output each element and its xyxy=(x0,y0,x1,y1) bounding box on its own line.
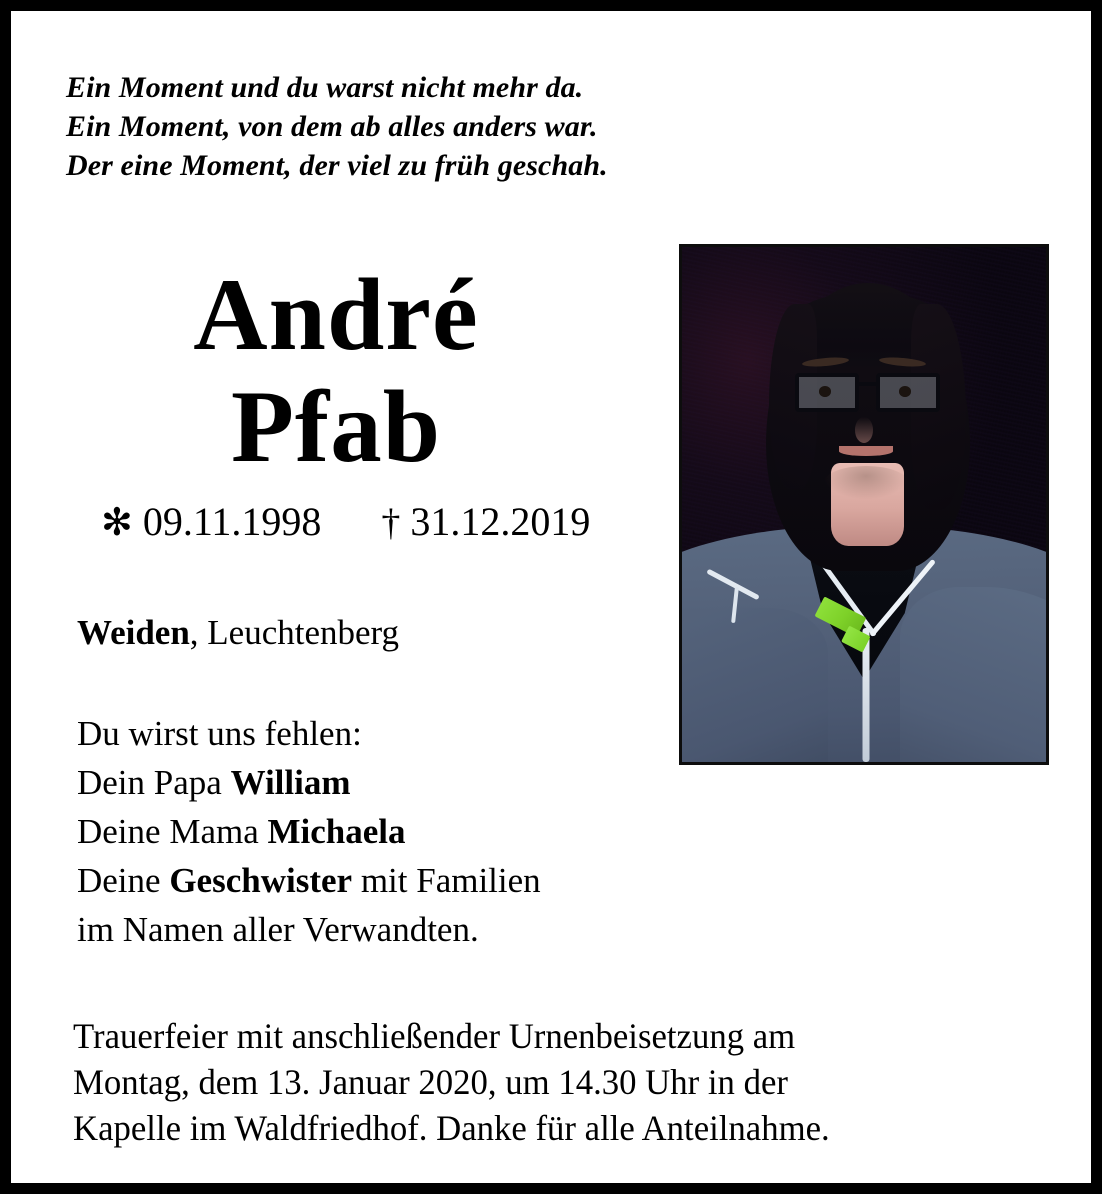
relation-prefix: Deine xyxy=(77,861,170,900)
birth-star-icon: ✻ xyxy=(101,502,133,544)
mouth xyxy=(839,446,894,456)
death-cross-icon: † xyxy=(381,502,401,544)
memorial-poem xyxy=(66,68,806,185)
poem-line-3: Der eine Moment, der viel zu früh geschah. xyxy=(66,149,608,182)
family-relatives: im Namen aller Verwandten. xyxy=(77,910,479,949)
place-secondary: Leuchtenberg xyxy=(207,613,400,652)
poem-line-1: Ein Moment und du warst nicht mehr da. xyxy=(66,71,584,104)
service-line-1: Trauerfeier mit anschließender Urnenbeisetzung am xyxy=(73,1016,796,1056)
deceased-name xyxy=(11,259,661,483)
relation-name: William xyxy=(230,763,351,802)
family-block xyxy=(77,709,697,954)
service-line-3: Kapelle im Waldfriedhof. Danke für alle Anteilnahme. xyxy=(73,1108,830,1148)
place-primary: Weiden xyxy=(77,613,190,652)
first-name: André xyxy=(193,258,479,372)
family-member-father xyxy=(77,758,697,807)
family-member-siblings xyxy=(77,856,697,905)
portrait-photo xyxy=(679,244,1049,765)
nose xyxy=(855,417,873,443)
service-line-2: Montag, dem 13. Januar 2020, um 14.30 Uhr in der xyxy=(73,1062,788,1102)
relation-prefix: Dein Papa xyxy=(77,763,231,802)
poem-line-2: Ein Moment, von dem ab alles anders war. xyxy=(66,110,598,143)
family-intro: Du wirst uns fehlen: xyxy=(77,714,362,753)
funeral-service-info xyxy=(73,1013,1013,1151)
eye-left xyxy=(819,386,831,397)
relation-suffix: mit Familien xyxy=(352,861,541,900)
birth-date: 09.11.1998 xyxy=(142,499,322,544)
life-dates xyxy=(101,498,590,547)
portrait-photo-content xyxy=(682,247,1046,762)
notice-paper xyxy=(11,11,1091,1183)
relation-name: Geschwister xyxy=(169,861,353,900)
family-member-mother xyxy=(77,807,697,856)
eye-right xyxy=(899,386,911,397)
last-name: Pfab xyxy=(231,370,441,484)
hoodie-shoulder-left xyxy=(682,608,828,763)
places-line xyxy=(77,611,399,655)
place-separator: , xyxy=(189,613,208,652)
hoodie-shoulder-right xyxy=(900,587,1046,762)
relation-name: Michaela xyxy=(267,812,406,851)
eyeglass-bridge xyxy=(859,382,876,386)
relation-prefix: Deine Mama xyxy=(77,812,268,851)
chin-shadow xyxy=(824,466,908,499)
eyeglasses xyxy=(795,373,941,412)
death-date: 31.12.2019 xyxy=(410,499,591,544)
